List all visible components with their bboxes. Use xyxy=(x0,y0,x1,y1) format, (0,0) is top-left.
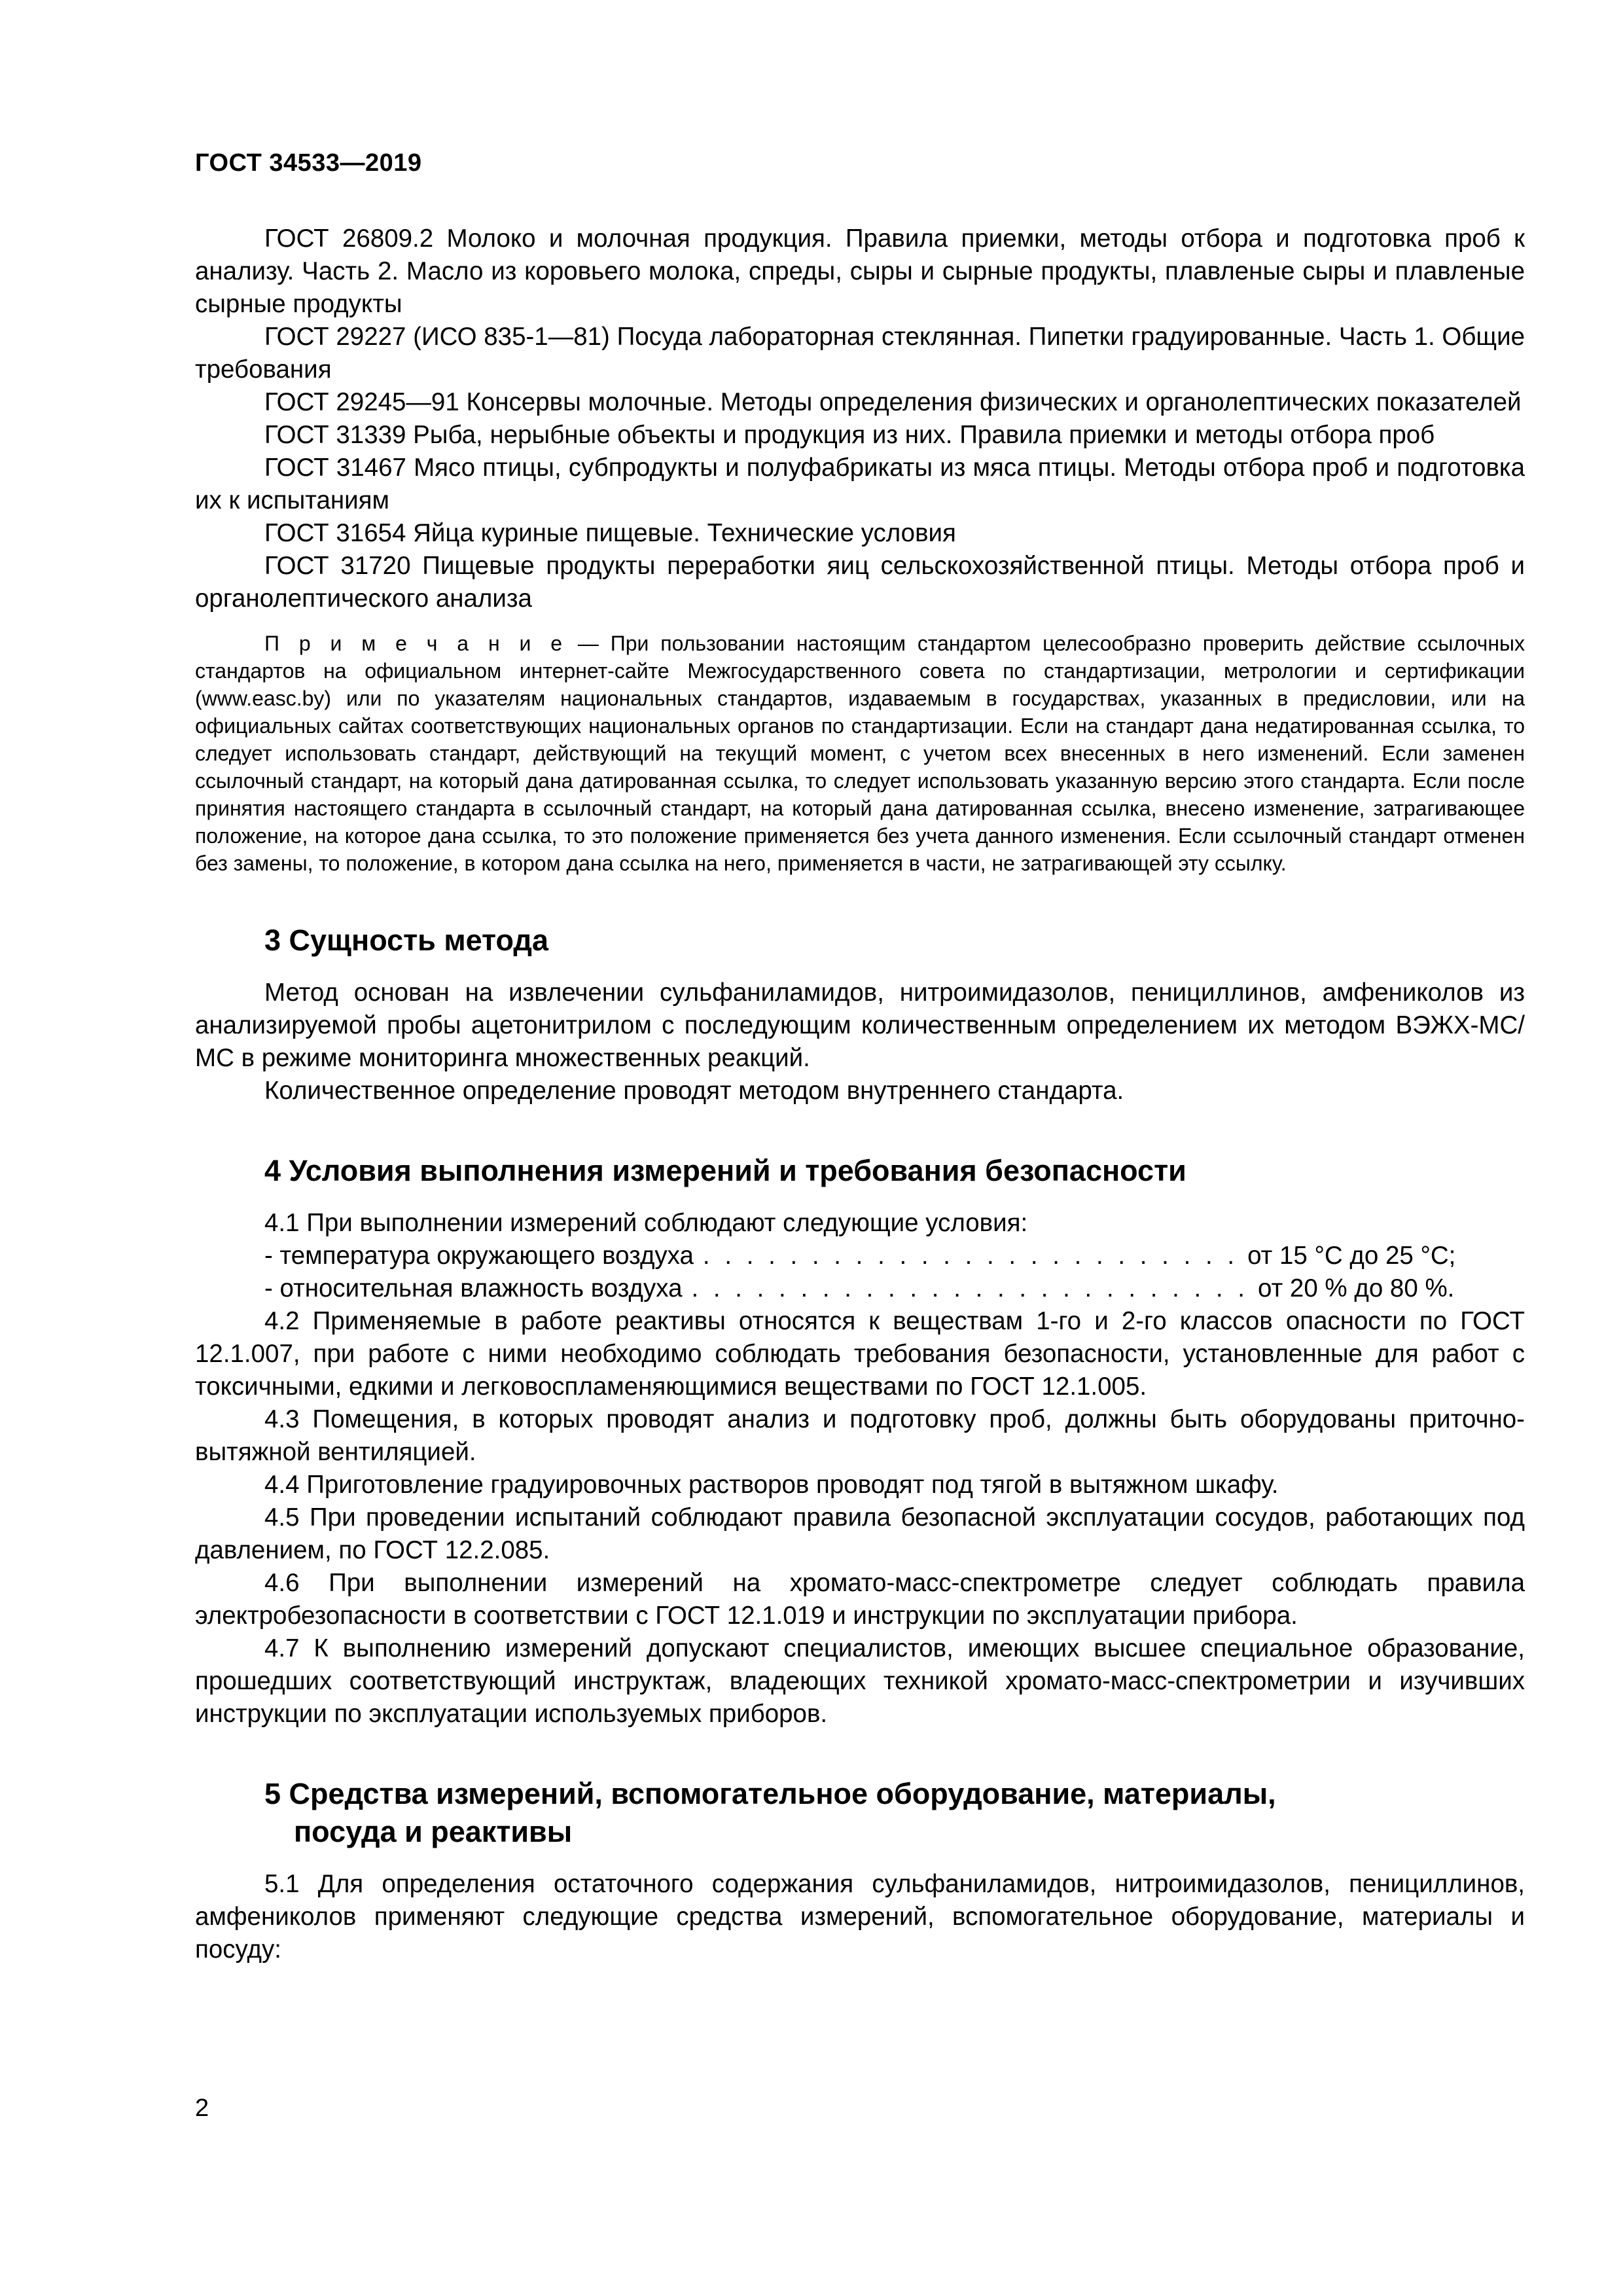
clause-4-7: 4.7 К выполнению измерений допускают специалистов, имеющих высшее специальное образование, прошедших соответствующий инструктаж, владеющих техникой хромато-масс-спектрометрии и изучивших инструкции по эксплуатации используемых приборов. xyxy=(195,1634,1525,1728)
note-text: — При пользовании настоящим стандартом целесообразно проверить действие ссылочных стандартов на официальном интернет-сайте Межгосударственного совета по стандартизации, метрологии и сертификации (www.easc.by) или по указателям национальных стандартов, издаваемым в государствах, указанных в предисловии, или на официальных сайтах соответствующих национальных органов по стандартизации. Если на стандарт дана недатированная ссылка, то следует использовать стандарт, действующий на текущий момент, с учетом всех внесенных в него изменений. Если заменен ссылочный стандарт, на который дана датированная ссылка, то следует использовать указанную версию этого стандарта. Если после принятия настоящего стандарта в ссылочный стандарт, на который дана датированная ссылка, внесено изменение, затрагивающее положение, на которое дана ссылка, то это положение применяется без учета данного изменения. Если ссылочный стандарт отменен без замены, то положение, в котором дана ссылка на него, применяется в части, не затрагивающей эту ссылку. xyxy=(195,632,1525,875)
normative-reference: ГОСТ 31720 Пищевые продукты переработки яиц сельскохозяйственной птицы. Методы отбора проб и органолептического анализа xyxy=(195,552,1525,613)
normative-reference: ГОСТ 29245—91 Консервы молочные. Методы определения физических и органолептических показателей xyxy=(264,388,1522,416)
clause-5-1: 5.1 Для определения остаточного содержания сульфаниламидов, нитроимидазолов, пенициллинов, амфениколов применяют следующие средства измерений, вспомогательное оборудование, материалы и посуду: xyxy=(195,1870,1525,1964)
page-number: 2 xyxy=(195,2094,209,2122)
leader-dots: . . . . . . . . . . . . . . . . . . . . . . . . . xyxy=(702,1242,1239,1270)
section-5-heading-line1: 5 Средства измерений, вспомогательное оборудование, материалы, xyxy=(264,1777,1276,1810)
condition-label: - температура окружающего воздуха xyxy=(264,1242,694,1270)
section-3-paragraph: Количественное определение проводят методом внутреннего стандарта. xyxy=(264,1077,1124,1105)
normative-reference: ГОСТ 31339 Рыба, нерыбные объекты и продукция из них. Правила приемки и методы отбора проб xyxy=(264,421,1435,449)
leader-dots: . . . . . . . . . . . . . . . . . . . . . . . . . . xyxy=(691,1274,1249,1302)
normative-reference: ГОСТ 31467 Мясо птицы, субпродукты и полуфабрикаты из мяса птицы. Методы отбора проб и подготовка их к испытаниям xyxy=(195,454,1525,514)
section-3-paragraph: Метод основан на извлечении сульфаниламидов, нитроимидазолов, пенициллинов, амфениколов из анализируемой пробы ацетонитрилом с последующим количественным определением их методом ВЭЖХ-МС/МС в режиме мониторинга множественных реакций. xyxy=(195,978,1525,1072)
clause-4-6: 4.6 При выполнении измерений на хромато-масс-спектрометре следует соблюдать правила электробезопасности в соответствии с ГОСТ 12.1.019 и инструкции по эксплуатации прибора. xyxy=(195,1569,1525,1630)
condition-row-humidity xyxy=(195,1272,1525,1305)
clause-4-2: 4.2 Применяемые в работе реактивы относятся к веществам 1-го и 2-го классов опасности по ГОСТ 12.1.007, при работе с ними необходимо соблюдать требования безопасности, установленные для работ с токсичными, едкими и легковоспламеняющимися веществами по ГОСТ 12.1.005. xyxy=(195,1307,1525,1401)
normative-reference: ГОСТ 29227 (ИСО 835-1—81) Посуда лабораторная стеклянная. Пипетки градуированные. Часть 1. Общие требования xyxy=(195,323,1525,384)
section-5-heading-line2: посуда и реактивы xyxy=(294,1815,573,1848)
condition-label: - относительная влажность воздуха xyxy=(264,1274,683,1302)
section-5-heading xyxy=(195,1775,1525,1851)
condition-value: от 20 % до 80 %. xyxy=(1258,1274,1455,1302)
document-code: ГОСТ 34533—2019 xyxy=(195,149,422,177)
normative-reference: ГОСТ 26809.2 Молоко и молочная продукция. Правила приемки, методы отбора и подготовка проб к анализу. Часть 2. Масло из коровьего молока, спреды, сыры и сырные продукты, плавленые сыры и плавленые сырные продукты xyxy=(195,224,1525,318)
section-4-heading: 4 Условия выполнения измерений и требования безопасности xyxy=(264,1154,1186,1187)
section-3-heading: 3 Сущность метода xyxy=(264,924,548,957)
reference-note xyxy=(195,630,1525,877)
condition-value: от 15 °С до 25 °С; xyxy=(1247,1242,1456,1270)
clause-4-1: 4.1 При выполнении измерений соблюдают следующие условия: xyxy=(264,1209,1028,1237)
clause-4-4: 4.4 Приготовление градуировочных растворов проводят под тягой в вытяжном шкафу. xyxy=(264,1471,1279,1499)
note-label: П р и м е ч а н и е xyxy=(264,632,567,655)
condition-row-temperature xyxy=(195,1240,1525,1272)
normative-reference: ГОСТ 31654 Яйца куриные пищевые. Технические условия xyxy=(264,519,956,547)
page-content xyxy=(195,223,1525,1966)
clause-4-5: 4.5 При проведении испытаний соблюдают правила безопасной эксплуатации сосудов, работающих под давлением, по ГОСТ 12.2.085. xyxy=(195,1503,1525,1564)
clause-4-3: 4.3 Помещения, в которых проводят анализ и подготовку проб, должны быть оборудованы приточно-вытяжной вентиляцией. xyxy=(195,1405,1525,1466)
